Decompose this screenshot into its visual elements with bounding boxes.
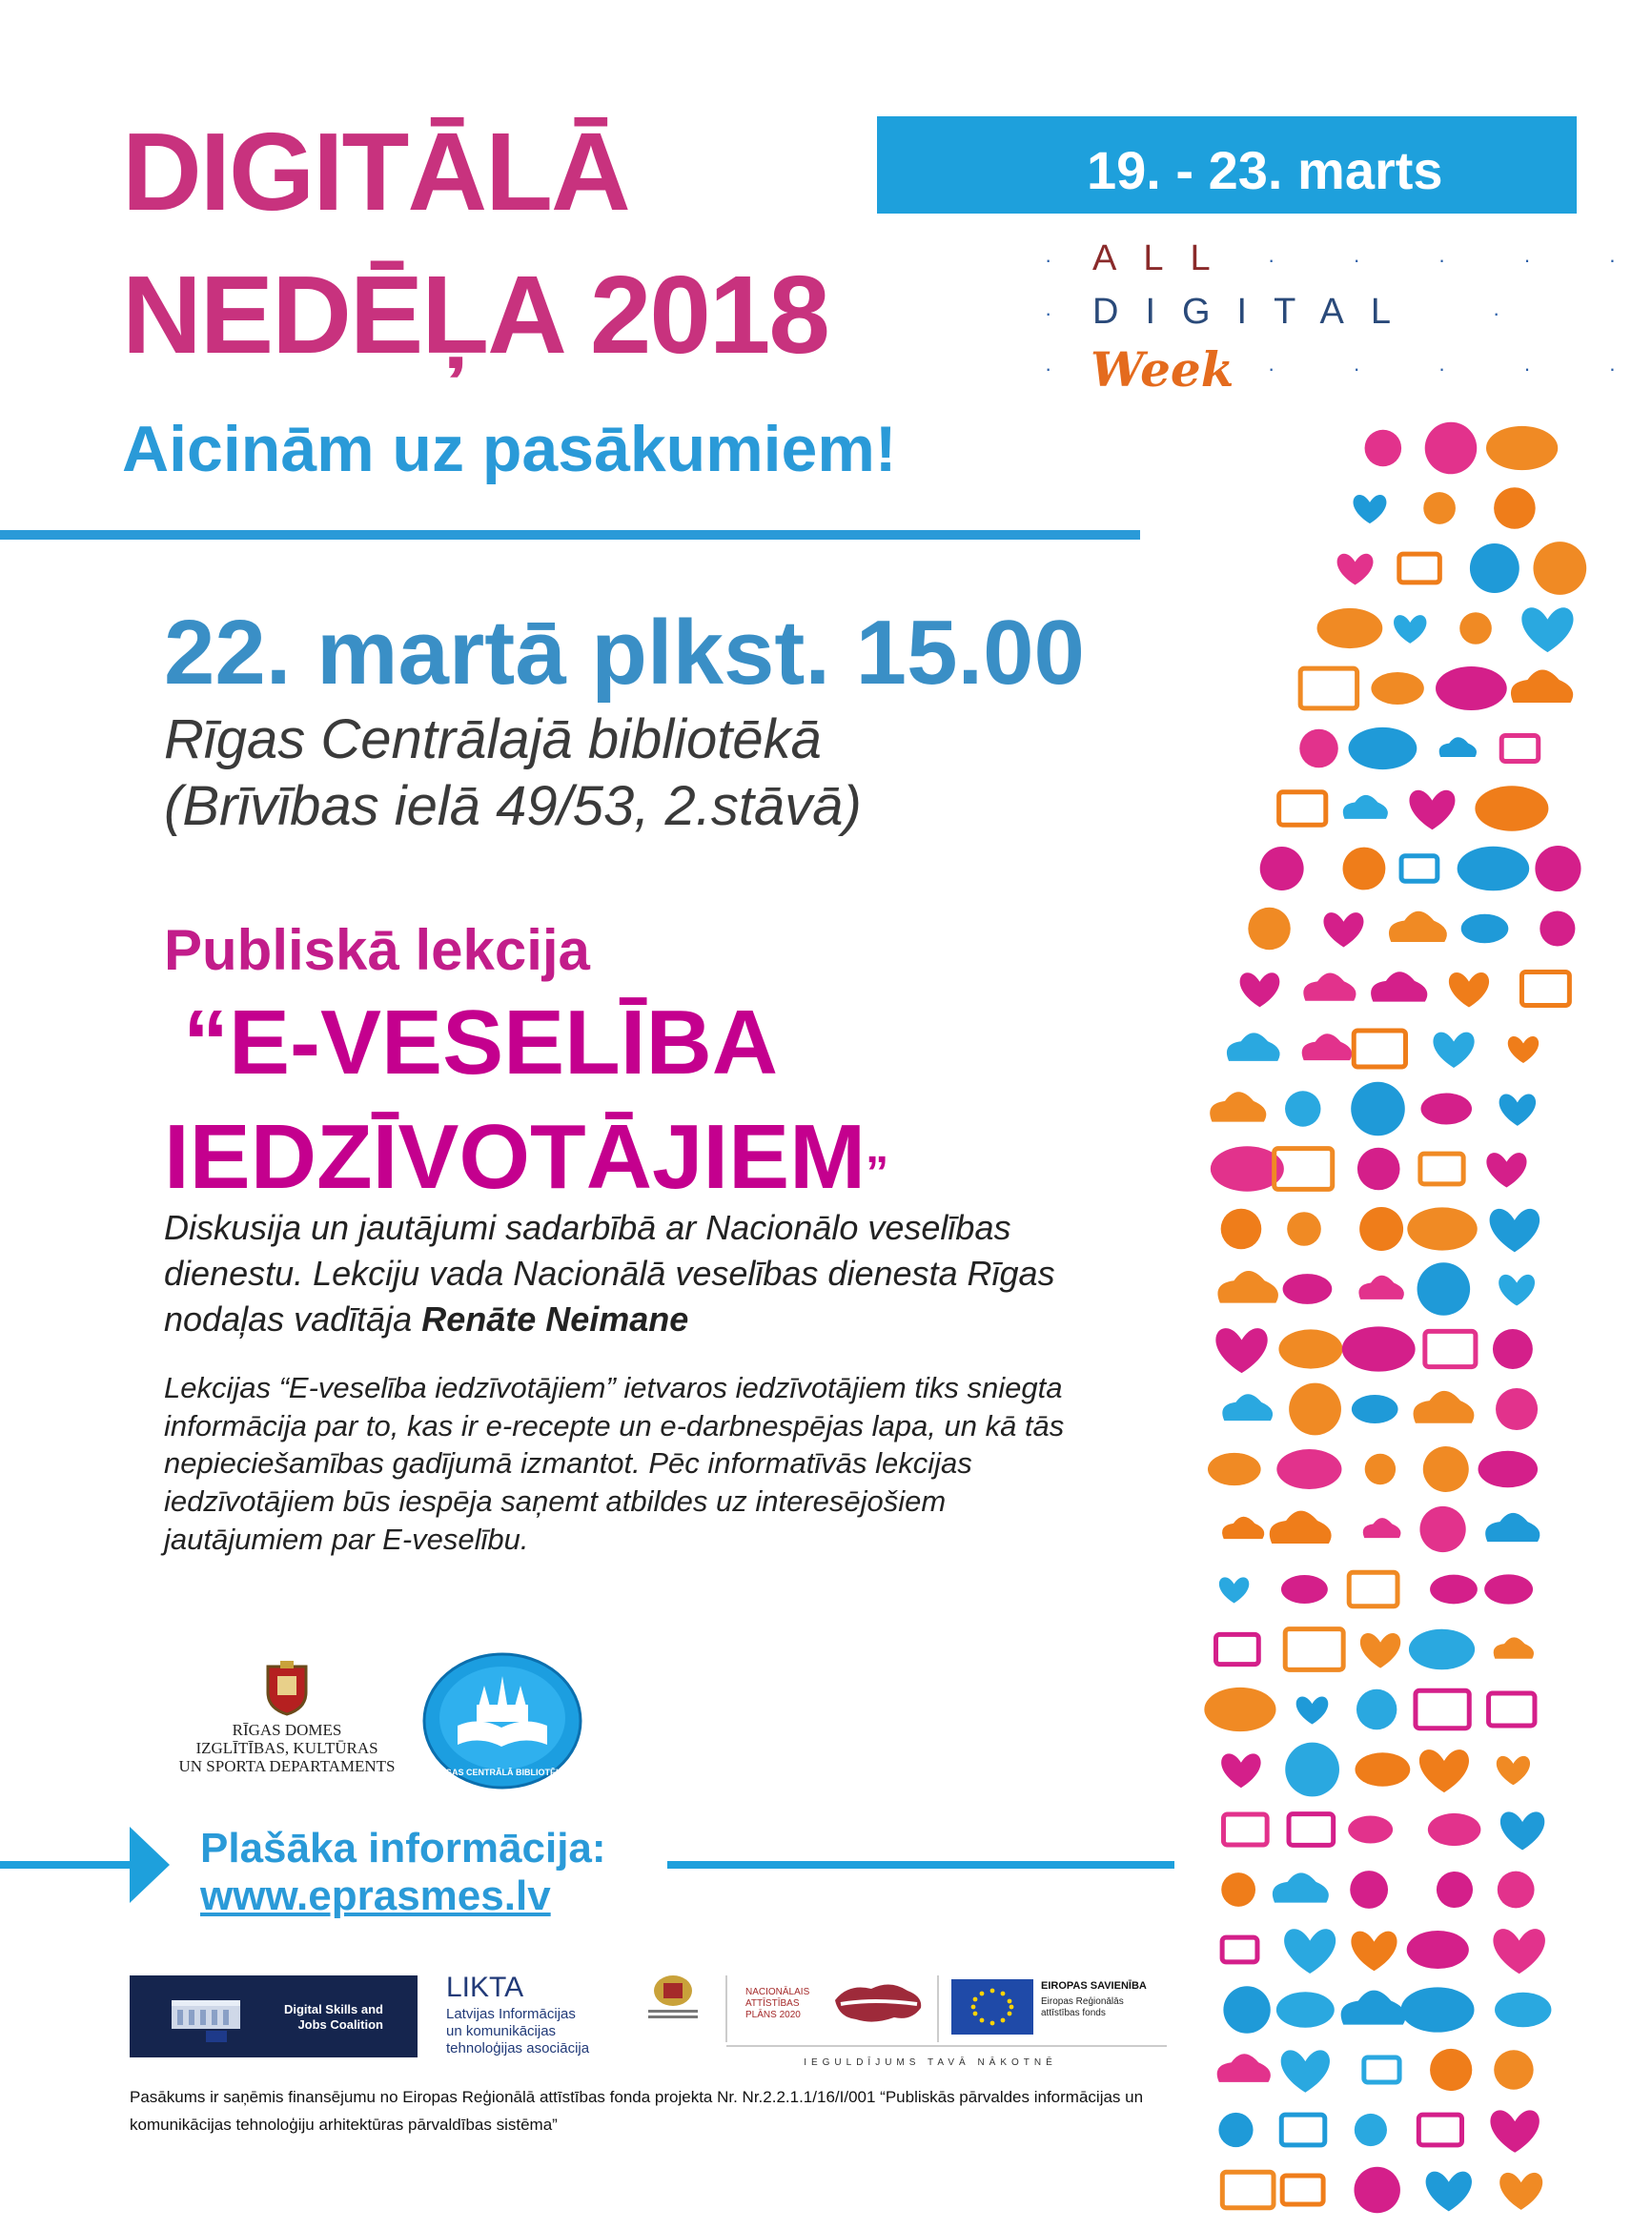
es-line: attīstības fonds — [1041, 2008, 1106, 2018]
riga-domes-logo — [168, 1659, 406, 1775]
chat-bubble-icon — [1430, 1575, 1478, 1605]
riga-domes-line: UN SPORTA DEPARTAMENTS — [178, 1757, 396, 1776]
globe-icon — [1359, 1207, 1403, 1251]
cloud-icon — [1217, 1271, 1277, 1303]
heart-icon — [1490, 2110, 1539, 2152]
likta-line: tehnoloģijas asociācija — [446, 2040, 590, 2056]
globe-icon — [1356, 1689, 1397, 1729]
heart-icon — [1394, 615, 1426, 644]
heart-icon — [1323, 912, 1363, 947]
cloud-icon — [1341, 1991, 1406, 2025]
heart-icon — [1284, 1929, 1336, 1974]
ec-building-icon — [168, 1991, 259, 2044]
chat-bubble-icon — [1484, 1574, 1533, 1604]
cloud-icon — [1414, 1391, 1475, 1423]
info-divider — [667, 1861, 1174, 1869]
globe-icon — [1351, 1082, 1405, 1136]
es-line: Eiropas Reģionālās — [1041, 1996, 1124, 2007]
logo-dot-row: · — [1045, 248, 1089, 272]
dsjc-line: Digital Skills and — [283, 2002, 383, 2016]
desc-line — [164, 1297, 1174, 1342]
globe-icon — [1419, 1506, 1465, 1552]
cloud-icon — [1485, 1513, 1540, 1542]
cloud-icon — [1494, 1637, 1534, 1658]
globe-icon — [1365, 1454, 1396, 1484]
open-quote: “ — [183, 992, 229, 1094]
more-info-label: Plašāka informācija: — [200, 1825, 606, 1872]
chat-bubble-icon — [1281, 1575, 1328, 1604]
all-digital-week-logo — [1045, 235, 1652, 406]
cloud-icon — [1343, 795, 1388, 819]
nap-line: NACIONĀLAIS — [745, 1987, 810, 1997]
chat-bubble-icon — [1495, 1993, 1551, 2028]
chat-bubble-icon — [1317, 608, 1383, 648]
envelope-icon — [1425, 1331, 1476, 1366]
envelope-icon — [1222, 2172, 1274, 2208]
globe-icon — [1357, 1148, 1400, 1191]
globe-icon — [1533, 542, 1586, 595]
chat-bubble-icon — [1352, 1395, 1398, 1423]
page-subtitle: Aicinām uz pasākumiem! — [122, 413, 897, 485]
heart-icon — [1490, 1209, 1540, 1252]
cloud-icon — [1302, 1033, 1352, 1060]
envelope-icon — [1282, 2176, 1323, 2204]
nap-line: PLĀNS 2020 — [745, 2010, 801, 2020]
info-arrow-line — [0, 1861, 133, 1869]
chat-bubble-icon — [1401, 1987, 1475, 2032]
globe-icon — [1221, 1872, 1255, 1907]
heart-icon — [1360, 1633, 1400, 1668]
chat-bubble-icon — [1204, 1688, 1275, 1731]
event-venue: Rīgas Centrālajā bibliotēkā — [164, 708, 822, 770]
globe-icon — [1350, 1871, 1388, 1909]
funding-line: Pasākums ir saņēmis finansējumu no Eiropas Reģionālā attīstības fonda projekta Nr. Nr.2.2.1.1/16/I/001 “Publiskās pārvaldes informācijas un — [130, 2088, 1144, 2106]
envelope-icon — [1216, 1634, 1259, 1664]
envelope-icon — [1223, 1814, 1267, 1845]
cloud-icon — [1222, 1394, 1273, 1421]
globe-icon — [1354, 2167, 1399, 2213]
decorative-icon-column — [1213, 429, 1577, 2230]
nap-line: ATTĪSTĪBAS — [745, 1998, 800, 2009]
riga-coat-of-arms-icon — [263, 1659, 311, 1716]
envelope-icon — [1364, 2057, 1399, 2082]
desc-line: dienestu. Lekciju vada Nacionālā veselības dienesta Rīgas — [164, 1254, 1055, 1294]
envelope-icon — [1281, 2115, 1325, 2145]
envelope-icon — [1289, 1814, 1334, 1846]
chat-bubble-icon — [1461, 914, 1509, 944]
ieguldijums-tagline: IEGULDĪJUMS TAVĀ NĀKOTNĒ — [804, 2057, 1057, 2068]
event-time: 22. martā plkst. 15.00 — [164, 602, 1085, 704]
heart-icon — [1508, 1036, 1539, 1063]
envelope-icon — [1300, 668, 1356, 708]
heart-icon — [1354, 495, 1387, 523]
heart-icon — [1449, 972, 1489, 1007]
envelope-icon — [1501, 736, 1539, 762]
chat-bubble-icon — [1475, 786, 1548, 830]
envelope-icon — [1489, 1693, 1535, 1726]
globe-icon — [1423, 1446, 1469, 1492]
es-line: EIROPAS SAVIENĪBA — [1041, 1980, 1147, 1992]
chat-bubble-icon — [1276, 1992, 1335, 2027]
heart-icon — [1497, 1756, 1530, 1785]
details-line: jautājumiem par E-veselību. — [164, 1522, 529, 1556]
cloud-icon — [1270, 1511, 1332, 1544]
heart-icon — [1426, 2172, 1472, 2212]
heart-icon — [1499, 1095, 1536, 1126]
chat-bubble-icon — [1349, 727, 1417, 769]
chat-bubble-icon — [1348, 1816, 1393, 1844]
chat-bubble-icon — [1486, 426, 1558, 470]
chat-bubble-icon — [1407, 1207, 1477, 1250]
chat-bubble-icon — [1371, 672, 1423, 705]
envelope-icon — [1285, 1629, 1343, 1670]
cloud-icon — [1227, 1033, 1280, 1060]
details-line: iedzīvotājiem būs iespēja saņemt atbildes uz interesējošiem — [164, 1484, 947, 1519]
lecture-kind: Publiskā lekcija — [164, 918, 590, 982]
logo-dot-row: · — [1493, 301, 1537, 325]
dsjc-text — [278, 2002, 383, 2032]
envelope-icon — [1416, 1690, 1469, 1728]
logo-dot-row: · — [1045, 301, 1089, 325]
desc-line: Diskusija un jautājumi sadarbībā ar Nacionālo veselības — [164, 1208, 1011, 1247]
chat-bubble-icon — [1428, 1813, 1481, 1846]
chat-bubble-icon — [1436, 666, 1507, 710]
cloud-icon — [1371, 972, 1427, 1001]
cloud-icon — [1217, 2054, 1271, 2082]
heart-icon — [1281, 2050, 1330, 2092]
cloud-icon — [1511, 669, 1573, 703]
globe-icon — [1299, 729, 1338, 768]
cloud-icon — [1222, 1517, 1264, 1539]
globe-icon — [1289, 1383, 1341, 1436]
heart-icon — [1296, 1696, 1329, 1724]
dsjc-line: Jobs Coalition — [297, 2016, 383, 2032]
likta-line: Latvijas Informācijas — [446, 2006, 576, 2022]
riga-domes-line: IZGLĪTĪBAS, KULTŪRAS — [195, 1739, 378, 1758]
cloud-icon — [1363, 1518, 1401, 1538]
details-line: nepieciešamības gadījumā izmantot. Pēc informatīvās lekcijas — [164, 1446, 972, 1481]
heart-icon — [1433, 1033, 1474, 1068]
envelope-icon — [1399, 554, 1440, 583]
cloud-icon — [1273, 1872, 1329, 1902]
heart-icon — [1215, 1328, 1267, 1373]
chat-bubble-icon — [1208, 1453, 1261, 1485]
globe-icon — [1494, 2050, 1533, 2089]
heart-icon — [1493, 1929, 1545, 1974]
rcb-logo-text: RĪGAS CENTRĀLĀ BIBLIOTĒKA — [437, 1768, 568, 1777]
globe-icon — [1430, 2049, 1472, 2091]
globe-icon — [1218, 2113, 1253, 2147]
cloud-icon — [1389, 911, 1447, 942]
envelope-icon — [1222, 1937, 1257, 1962]
lecturer-name: Renāte Neimane — [421, 1299, 689, 1340]
globe-icon — [1248, 908, 1290, 950]
chat-bubble-icon — [1276, 1449, 1341, 1489]
envelope-icon — [1418, 2115, 1461, 2145]
globe-icon — [1417, 1262, 1471, 1316]
globe-icon — [1470, 543, 1519, 593]
details-line: informācija par to, kas ir e-recepte un e-darbnespējas lapa, un kā tās — [164, 1408, 1065, 1442]
chat-bubble-icon — [1421, 1094, 1472, 1125]
likta-line: un komunikācijas — [446, 2023, 557, 2039]
logo-all: ALL — [1092, 238, 1237, 278]
globe-icon — [1496, 1388, 1538, 1430]
heart-icon — [1499, 2173, 1542, 2210]
globe-icon — [1260, 847, 1304, 890]
globe-icon — [1459, 612, 1492, 644]
globe-icon — [1425, 422, 1478, 475]
globe-icon — [1285, 1743, 1339, 1797]
globe-icon — [1493, 1329, 1533, 1369]
page-title-line2: NEDĒĻA 2018 — [122, 253, 828, 377]
lecture-title-line1 — [183, 992, 779, 1094]
logo-dot-row: · · · · · — [1268, 357, 1652, 380]
heart-icon — [1337, 554, 1374, 585]
latvia-coat-of-arms-icon — [648, 1975, 698, 2018]
lecture-title-line2 — [164, 1106, 889, 1208]
logo-dot-row: · · · · · — [1268, 248, 1652, 272]
event-details — [164, 1369, 1174, 1558]
globe-icon — [1494, 487, 1536, 529]
logo-dot-row: · — [1045, 357, 1089, 380]
globe-icon — [1221, 1209, 1262, 1250]
heart-icon — [1219, 1577, 1249, 1603]
globe-icon — [1355, 2114, 1387, 2146]
heart-icon — [1409, 790, 1455, 829]
chat-bubble-icon — [1409, 1629, 1475, 1670]
logo-digital: DIGITAL — [1092, 292, 1417, 332]
funding-note — [130, 2084, 1178, 2139]
globe-icon — [1423, 492, 1456, 524]
globe-icon — [1498, 1872, 1535, 1909]
event-address: (Brīvības ielā 49/53, 2.stāvā) — [164, 775, 862, 837]
envelope-icon — [1354, 1031, 1405, 1067]
globe-icon — [1535, 846, 1581, 891]
globe-icon — [1285, 1091, 1320, 1126]
envelope-icon — [1420, 1154, 1463, 1184]
header-divider — [0, 530, 1140, 540]
details-line: Lekcijas “E-veselība iedzīvotājiem” ietvaros iedzīvotājiem tiks sniegta — [164, 1371, 1063, 1404]
heart-icon — [1351, 1932, 1397, 1972]
chat-bubble-icon — [1458, 847, 1530, 891]
chat-bubble-icon — [1407, 1931, 1469, 1969]
event-dates: 19. - 23. marts — [1087, 140, 1443, 200]
globe-icon — [1437, 1872, 1473, 1908]
funding-line: komunikācijas tehnoloģiju arhitektūras pārvaldības sistēma” — [130, 2115, 558, 2134]
website-link[interactable]: www.eprasmes.lv — [200, 1872, 551, 1919]
heart-icon — [1240, 972, 1280, 1007]
page-title-line1: DIGITĀLĀ — [122, 110, 629, 234]
envelope-icon — [1401, 856, 1438, 881]
globe-icon — [1540, 910, 1575, 946]
funding-logos-strip — [644, 1970, 1178, 2075]
cloud-icon — [1210, 1092, 1266, 1121]
globe-icon — [1287, 1212, 1321, 1246]
riga-domes-line: RĪGAS DOMES — [232, 1721, 342, 1739]
rcb-library-logo — [421, 1649, 583, 1792]
heart-icon — [1221, 1753, 1260, 1788]
likta-logo-title: LIKTA — [446, 1972, 524, 2003]
close-quote: ” — [866, 1148, 889, 1198]
globe-icon — [1223, 1986, 1270, 2033]
chat-bubble-icon — [1278, 1329, 1342, 1368]
chat-bubble-icon — [1479, 1451, 1539, 1487]
lecture-title-text2: IEDZĪVOTĀJIEM — [164, 1106, 867, 1208]
globe-icon — [1343, 848, 1386, 890]
envelope-icon — [1521, 972, 1569, 1006]
chat-bubble-icon — [1283, 1274, 1333, 1304]
chat-bubble-icon — [1342, 1326, 1416, 1371]
heart-icon — [1499, 1275, 1535, 1306]
heart-icon — [1486, 1153, 1526, 1187]
envelope-icon — [1279, 792, 1326, 825]
heart-icon — [1419, 1749, 1469, 1792]
arrow-right-icon — [130, 1827, 170, 1903]
chat-bubble-icon — [1355, 1752, 1410, 1787]
heart-icon — [1521, 607, 1573, 652]
logo-week: Week — [1091, 341, 1234, 398]
globe-icon — [1365, 430, 1402, 467]
event-description — [164, 1205, 1174, 1343]
eu-flag-icon — [951, 1979, 1033, 2035]
desc-line-prefix: nodaļas vadītāja — [164, 1299, 422, 1340]
cloud-icon — [1439, 737, 1477, 757]
envelope-icon — [1349, 1572, 1397, 1606]
heart-icon — [1500, 1811, 1544, 1850]
likta-logo-subtitle — [446, 2006, 589, 2057]
cloud-icon — [1303, 972, 1356, 1000]
lecture-title-text1: E-VESELĪBA — [229, 992, 779, 1094]
cloud-icon — [1358, 1276, 1403, 1299]
